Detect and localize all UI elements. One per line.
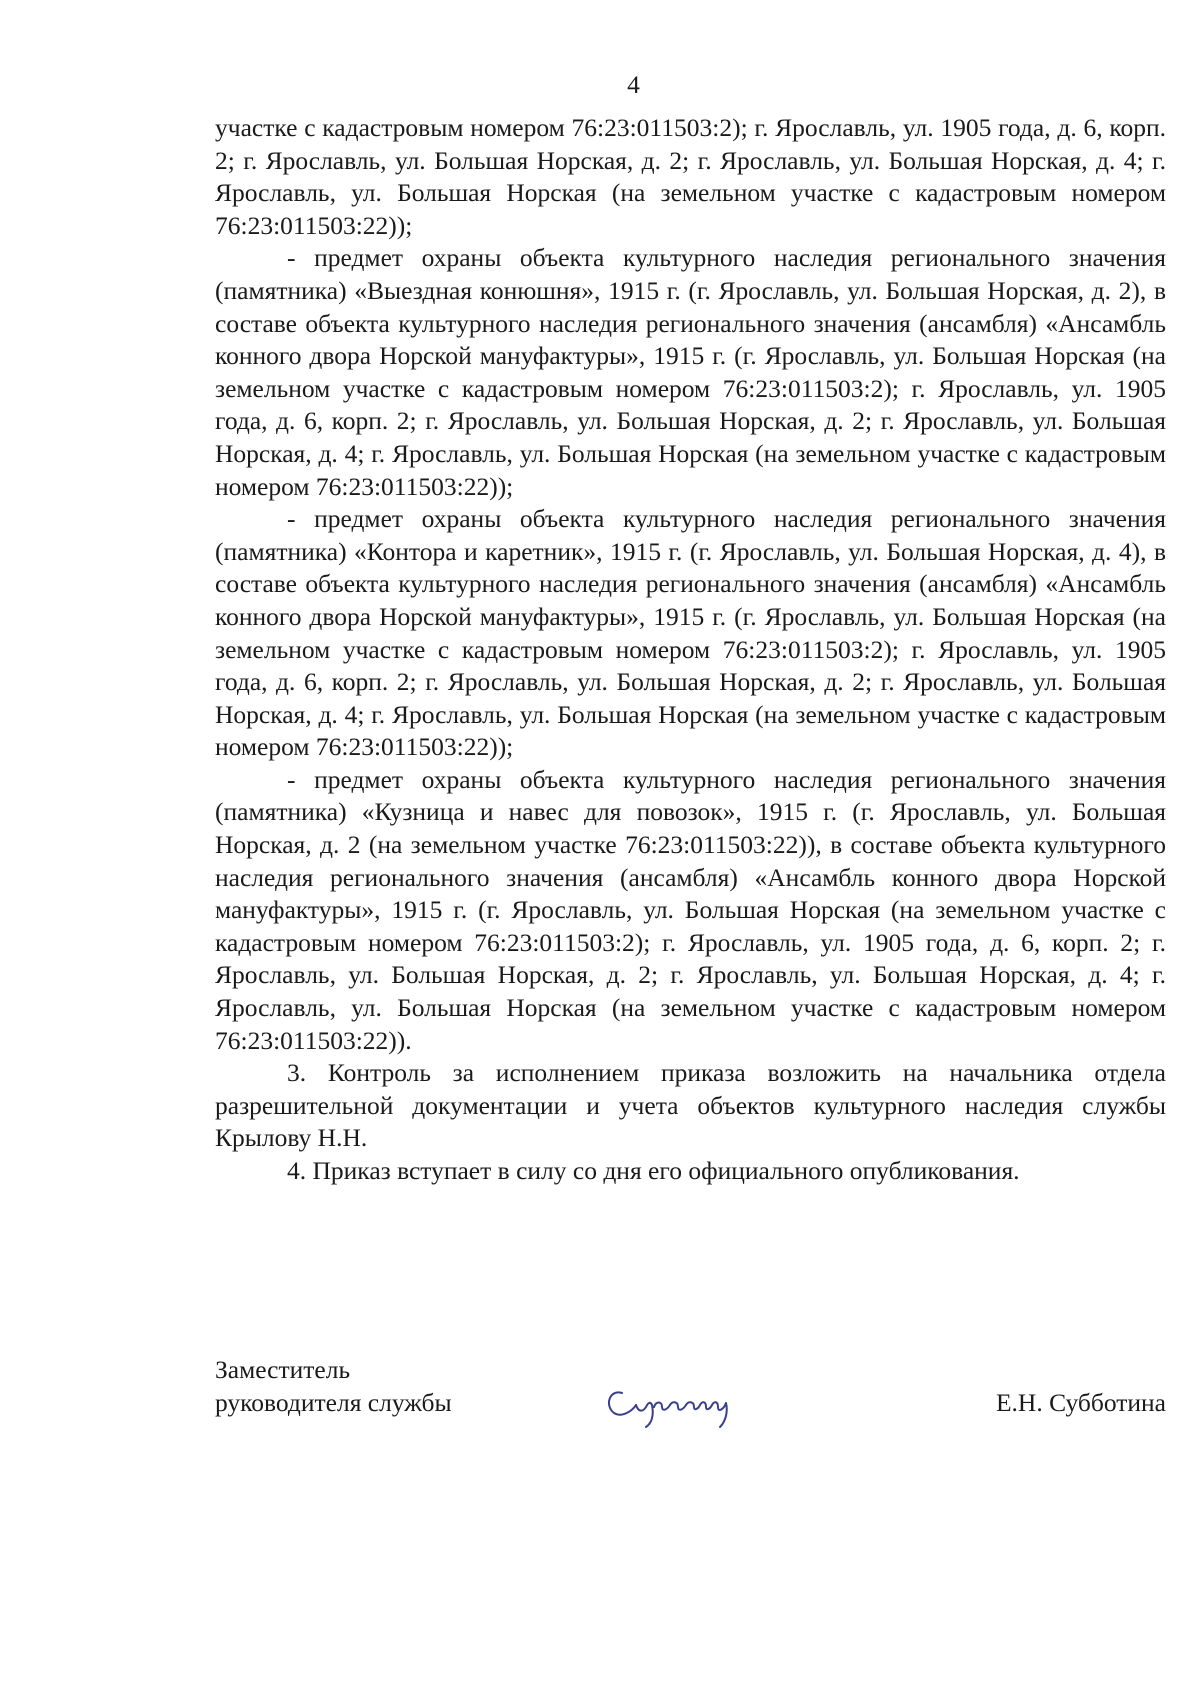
paragraph-kuznitsa: - предмет охраны объекта культурного наследия регионального значения (памятника) «Кузница и навес для повозок», 1915 г. (г. Ярославль, ул. Большая Норская, д. 2 (на земельном участке 76:23:011503:22)), в составе объекта культурного наследия регионального значения (ансамбля) «Ансамбль конного двора Норской мануфактуры», 1915 г. (г. Ярославль, ул. Большая Норская (на земельном участке с кадастровым номером 76:23:011503:2); г. Ярославль, ул. 1905 года, д. 6, корп. 2; г. Ярославль, ул. Большая Норская, д. 2; г. Ярославль, ул. Большая Норская, д. 4; г. Ярославль, ул. Большая Норская (на земельном участке с кадастровым номером 76:23:011503:22)).	[215, 764, 1166, 1055]
signatory-position	[215, 1353, 452, 1419]
paragraph-item-3-control: 3. Контроль за исполнением приказа возложить на начальника отдела разрешительной документации и учета объектов культурного наследия службы Крылову Н.Н.	[215, 1058, 1166, 1153]
paragraph-item-4-effective: 4. Приказ вступает в силу со дня его официального опубликования.	[287, 1156, 1020, 1185]
paragraph-continuation: участке с кадастровым номером 76:23:011503:2); г. Ярославль, ул. 1905 года, д. 6, корп. 2; г. Ярославль, ул. Большая Норская, д. 2; г. Ярославль, ул. Большая Норская, д. 4; г. Ярославль, ул. Большая Норская (на земельном участке с кадастровым номером 76:23:011503:22));	[215, 113, 1166, 240]
signatory-name: Е.Н. Субботина	[995, 1388, 1166, 1417]
paragraph-vyezdnaya-konyushnya: - предмет охраны объекта культурного наследия регионального значения (памятника) «Выездная конюшня», 1915 г. (г. Ярославль, ул. Большая Норская, д. 2), в составе объекта культурного наследия регионального значения (ансамбля) «Ансамбль конного двора Норской мануфактуры», 1915 г. (г. Ярославль, ул. Большая Норская (на земельном участке с кадастровым номером 76:23:011503:2); г. Ярославль, ул. 1905 года, д. 6, корп. 2; г. Ярославль, ул. Большая Норская, д. 2; г. Ярославль, ул. Большая Норская, д. 4; г. Ярославль, ул. Большая Норская (на земельном участке с кадастровым номером 76:23:011503:22));	[215, 243, 1166, 501]
paragraph-kontora-i-karetnik: - предмет охраны объекта культурного наследия регионального значения (памятника) «Контора и каретник», 1915 г. (г. Ярославль, ул. Большая Норская, д. 4), в составе объекта культурного наследия регионального значения (ансамбля) «Ансамбль конного двора Норской мануфактуры», 1915 г. (г. Ярославль, ул. Большая Норская (на земельном участке с кадастровым номером 76:23:011503:2); г. Ярославль, ул. 1905 года, д. 6, корп. 2; г. Ярославль, ул. Большая Норская, д. 2; г. Ярославль, ул. Большая Норская, д. 4; г. Ярославль, ул. Большая Норская (на земельном участке с кадастровым номером 76:23:011503:22));	[215, 504, 1166, 762]
document-body	[215, 112, 1166, 1188]
signatory-position-line1: Заместитель	[215, 1355, 351, 1384]
handwritten-signature	[600, 1371, 750, 1429]
signatory-position-line2: руководителя службы	[215, 1388, 452, 1417]
page-number: 4	[627, 70, 640, 99]
signature-block	[215, 1353, 1166, 1453]
